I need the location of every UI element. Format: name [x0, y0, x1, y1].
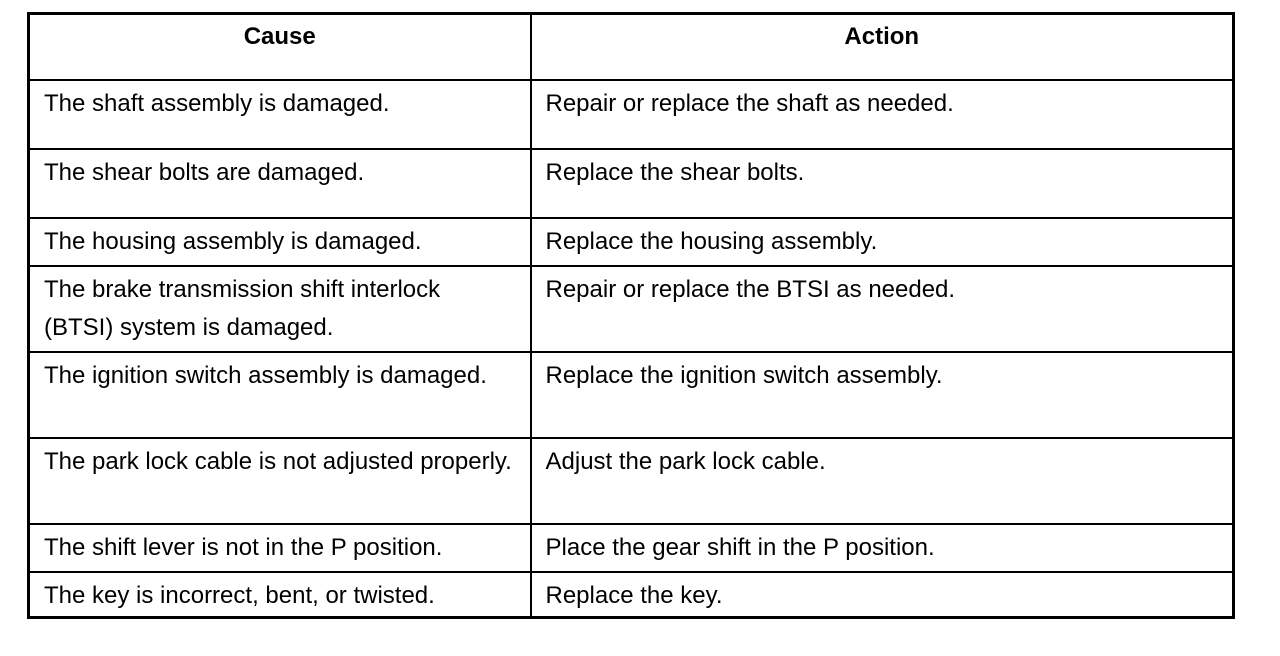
- action-cell: Replace the shear bolts.: [531, 149, 1234, 218]
- cause-cell: The shift lever is not in the P position.: [29, 524, 531, 572]
- cause-cell: The shear bolts are damaged.: [29, 149, 531, 218]
- action-cell: Adjust the park lock cable.: [531, 438, 1234, 524]
- table-row: [29, 149, 1234, 218]
- action-cell: Place the gear shift in the P position.: [531, 524, 1234, 572]
- cause-cell: The brake transmission shift interlock (BTSI) system is damaged.: [29, 266, 531, 352]
- header-cause: Cause: [29, 14, 531, 80]
- action-cell: Repair or replace the BTSI as needed.: [531, 266, 1234, 352]
- action-cell: Replace the key.: [531, 572, 1234, 618]
- table-row: [29, 80, 1234, 149]
- header-action: Action: [531, 14, 1234, 80]
- cause-cell: The ignition switch assembly is damaged.: [29, 352, 531, 438]
- table-header-row: [29, 14, 1234, 80]
- table-row: [29, 572, 1234, 618]
- table-row: [29, 266, 1234, 352]
- cause-action-table: [27, 12, 1235, 619]
- cause-cell: The key is incorrect, bent, or twisted.: [29, 572, 531, 618]
- action-cell: Replace the ignition switch assembly.: [531, 352, 1234, 438]
- table-row: [29, 352, 1234, 438]
- cause-cell: The park lock cable is not adjusted properly.: [29, 438, 531, 524]
- table-row: [29, 524, 1234, 572]
- table-row: [29, 438, 1234, 524]
- cause-cell: The housing assembly is damaged.: [29, 218, 531, 266]
- action-cell: Repair or replace the shaft as needed.: [531, 80, 1234, 149]
- action-cell: Replace the housing assembly.: [531, 218, 1234, 266]
- cause-cell: The shaft assembly is damaged.: [29, 80, 531, 149]
- table-row: [29, 218, 1234, 266]
